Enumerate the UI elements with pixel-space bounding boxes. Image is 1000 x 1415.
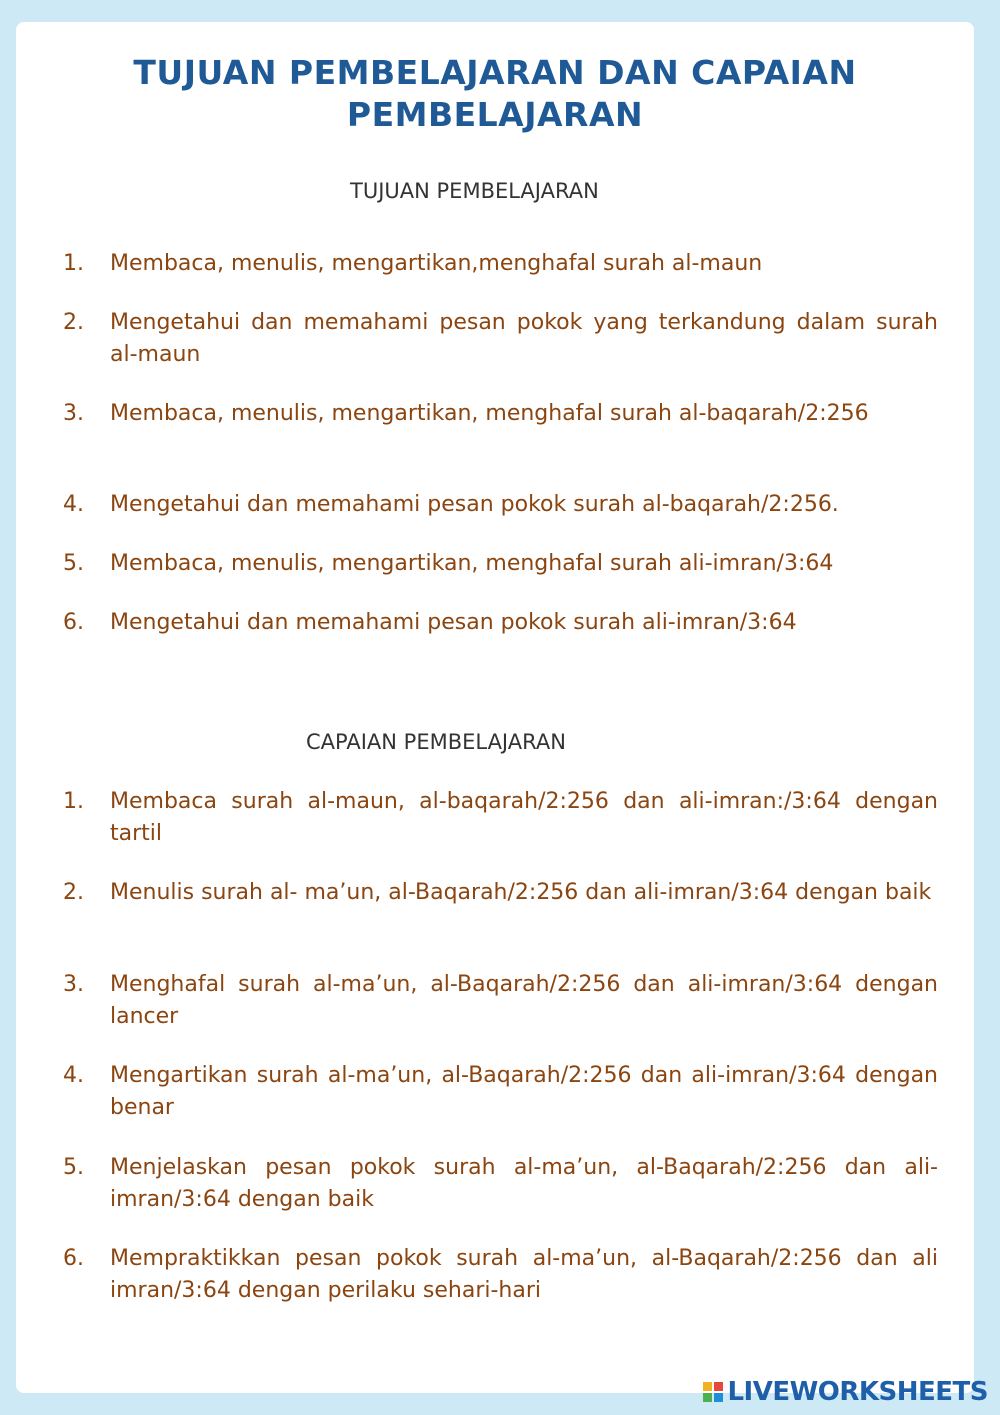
page-title: TUJUAN PEMBELAJARAN DAN CAPAIAN PEMBELAJARAN (133, 53, 857, 134)
tujuan-heading: TUJUAN PEMBELAJARAN (350, 179, 599, 203)
item-number: 2. (63, 310, 84, 335)
item-text: Mempraktikkan pesan pokok surah al-ma’un, al-Baqarah/2:256 dan ali imran/3:64 dengan perilaku sehari-hari (110, 1246, 938, 1303)
item-number: 4. (63, 1063, 84, 1088)
item-number: 4. (63, 492, 84, 517)
logo-square-4 (714, 1393, 723, 1402)
capaian-heading: CAPAIAN PEMBELAJARAN (306, 730, 566, 754)
item-text: Membaca, menulis, mengartikan, menghafal surah al-baqarah/2:256 (110, 401, 869, 426)
item-text: Menjelaskan pesan pokok surah al-ma’un, al-Baqarah/2:256 dan ali-imran/3:64 dengan baik (110, 1155, 938, 1212)
liveworksheets-wordmark: LIVEWORKSHEETS (727, 1377, 988, 1407)
item-number: 3. (63, 972, 84, 997)
logo-square-1 (703, 1382, 712, 1391)
worksheet-page (16, 22, 974, 1393)
item-number: 5. (63, 551, 84, 576)
item-number: 2. (63, 880, 84, 905)
item-text: Membaca, menulis, mengartikan,menghafal surah al-maun (110, 251, 763, 276)
item-number: 1. (63, 251, 84, 276)
item-text: Mengartikan surah al-ma’un, al-Baqarah/2:256 dan ali-imran/3:64 dengan benar (110, 1063, 938, 1120)
item-text: Membaca surah al-maun, al-baqarah/2:256 dan ali-imran:/3:64 dengan tartil (110, 789, 938, 846)
item-number: 6. (63, 1246, 84, 1271)
liveworksheets-brand[interactable] (703, 1377, 988, 1407)
item-text: Mengetahui dan memahami pesan pokok surah ali-imran/3:64 (110, 610, 797, 635)
item-text: Menulis surah al- ma’un, al-Baqarah/2:256 dan ali-imran/3:64 dengan baik (110, 880, 932, 905)
logo-square-3 (703, 1393, 712, 1402)
item-number: 5. (63, 1155, 84, 1180)
item-text: Mengetahui dan memahami pesan pokok yang terkandung dalam surah al-maun (110, 310, 938, 367)
item-text: Membaca, menulis, mengartikan, menghafal surah ali-imran/3:64 (110, 551, 834, 576)
item-text: Mengetahui dan memahami pesan pokok surah al-baqarah/2:256. (110, 492, 839, 517)
item-number: 6. (63, 610, 84, 635)
liveworksheets-logo-icon (703, 1382, 723, 1402)
logo-square-2 (714, 1382, 723, 1391)
item-number: 1. (63, 789, 84, 814)
item-number: 3. (63, 401, 84, 426)
item-text: Menghafal surah al-ma’un, al-Baqarah/2:256 dan ali-imran/3:64 dengan lancer (110, 972, 938, 1029)
